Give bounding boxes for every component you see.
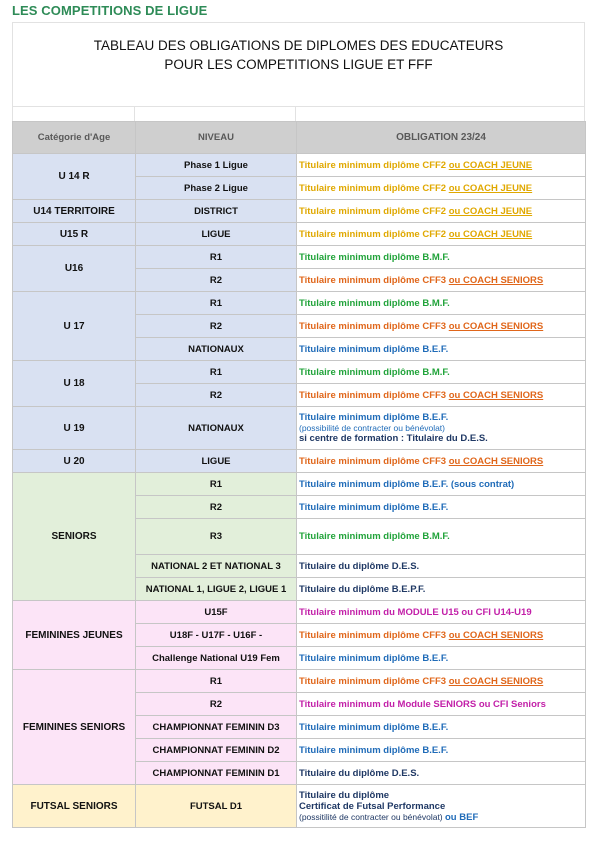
category-cell: SENIORS [13,473,136,601]
spacer-cell [295,107,585,121]
category-cell: U 18 [13,361,136,407]
header-niveau: NIVEAU [136,122,297,154]
header-obligation: OBLIGATION 23/24 [297,122,586,154]
obligation-cell: Titulaire minimum diplôme B.M.F. [297,519,586,555]
obligation-cell: Titulaire minimum diplôme B.M.F. [297,246,586,269]
level-cell: R1 [136,361,297,384]
table-row [13,292,586,315]
obligation-cell: Titulaire minimum diplôme B.E.F. [297,496,586,519]
level-cell: NATIONAL 1, LIGUE 2, LIGUE 1 [136,578,297,601]
obligation-cell: Titulaire du diplôme D.E.S. [297,762,586,785]
obligations-table [12,121,586,828]
obligation-cell: Titulaire du diplôme D.E.S. [297,555,586,578]
level-cell: U15F [136,601,297,624]
level-cell: CHAMPIONNAT FEMININ D2 [136,739,297,762]
spacer-cell [134,107,296,121]
obligation-cell: Titulaire minimum diplôme B.E.F. [297,338,586,361]
table-row [13,223,586,246]
category-cell: FEMININES JEUNES [13,601,136,670]
obligation-cell: Titulaire minimum diplôme CFF2 ou COACH JEUNE [297,177,586,200]
table-row [13,200,586,223]
level-cell: CHAMPIONNAT FEMININ D1 [136,762,297,785]
level-cell: Challenge National U19 Fem [136,647,297,670]
obligation-cell: Titulaire minimum diplôme B.E.F. [297,716,586,739]
title-line-1: TABLEAU DES OBLIGATIONS DE DIPLOMES DES EDUCATEURS [93,38,504,53]
level-cell: R2 [136,269,297,292]
obligation-cell: Titulaire minimum diplôme B.E.F. [297,647,586,670]
obligation-cell: Titulaire minimum diplôme B.E.F. (possibilité de contracter ou bénévolat) si centre de formation : Titulaire du D.E.S. [297,407,586,450]
obligation-cell: Titulaire minimum diplôme CFF2 ou COACH JEUNE [297,200,586,223]
table-row [13,154,586,177]
category-cell: U16 [13,246,136,292]
level-cell: NATIONAL 2 ET NATIONAL 3 [136,555,297,578]
obligation-cell: Titulaire minimum du MODULE U15 ou CFI U14-U19 [297,601,586,624]
obligation-cell: Titulaire minimum diplôme CFF3 ou COACH SENIORS [297,624,586,647]
obligation-cell: Titulaire minimum diplôme CFF3 ou COACH SENIORS [297,269,586,292]
table-row [13,361,586,384]
level-cell: FUTSAL D1 [136,785,297,828]
level-cell: R2 [136,693,297,716]
category-cell: U15 R [13,223,136,246]
obligation-cell: Titulaire minimum du Module SENIORS ou CFI Seniors [297,693,586,716]
level-cell: R3 [136,519,297,555]
table-row [13,246,586,269]
category-cell: FEMININES SENIORS [13,670,136,785]
table-row [13,601,586,624]
level-cell: R2 [136,384,297,407]
category-cell: FUTSAL SENIORS [13,785,136,828]
level-cell: R1 [136,246,297,269]
table-header-row [13,122,586,154]
table-row [13,473,586,496]
title-line-2: POUR LES COMPETITIONS LIGUE ET FFF [164,57,433,72]
level-cell: R1 [136,292,297,315]
obligation-cell: Titulaire du diplôme Certificat de Futsal Performance (possitilité de contracter ou bénévolat) ou BEF [297,785,586,828]
obligation-cell: Titulaire minimum diplôme B.M.F. [297,292,586,315]
level-cell: DISTRICT [136,200,297,223]
category-cell: U 19 [13,407,136,450]
obligation-cell: Titulaire minimum diplôme B.M.F. [297,361,586,384]
title-box [12,22,585,107]
level-cell: R2 [136,315,297,338]
level-cell: LIGUE [136,450,297,473]
obligation-cell: Titulaire minimum diplôme B.E.F. [297,739,586,762]
obligation-cell: Titulaire minimum diplôme B.E.F. (sous contrat) [297,473,586,496]
obligation-cell: Titulaire du diplôme B.E.P.F. [297,578,586,601]
spacer-cell [12,107,135,121]
level-cell: LIGUE [136,223,297,246]
level-cell: NATIONAUX [136,338,297,361]
header-categorie: Catégorie d'Age [13,122,136,154]
page-heading: LES COMPETITIONS DE LIGUE [12,3,208,18]
category-cell: U 14 R [13,154,136,200]
table-row [13,407,586,450]
obligation-cell: Titulaire minimum diplôme CFF2 ou COACH JEUNE [297,223,586,246]
level-cell: R1 [136,473,297,496]
category-cell: U14 TERRITOIRE [13,200,136,223]
obligation-cell: Titulaire minimum diplôme CFF3 ou COACH SENIORS [297,384,586,407]
level-cell: Phase 2 Ligue [136,177,297,200]
category-cell: U 20 [13,450,136,473]
obligation-cell: Titulaire minimum diplôme CFF2 ou COACH JEUNE [297,154,586,177]
level-cell: U18F - U17F - U16F - [136,624,297,647]
table-row [13,670,586,693]
level-cell: R2 [136,496,297,519]
level-cell: CHAMPIONNAT FEMININ D3 [136,716,297,739]
level-cell: NATIONAUX [136,407,297,450]
obligation-cell: Titulaire minimum diplôme CFF3 ou COACH SENIORS [297,670,586,693]
category-cell: U 17 [13,292,136,361]
obligation-cell: Titulaire minimum diplôme CFF3 ou COACH SENIORS [297,315,586,338]
obligation-cell: Titulaire minimum diplôme CFF3 ou COACH SENIORS [297,450,586,473]
level-cell: Phase 1 Ligue [136,154,297,177]
level-cell: R1 [136,670,297,693]
table-row [13,450,586,473]
table-row [13,785,586,828]
